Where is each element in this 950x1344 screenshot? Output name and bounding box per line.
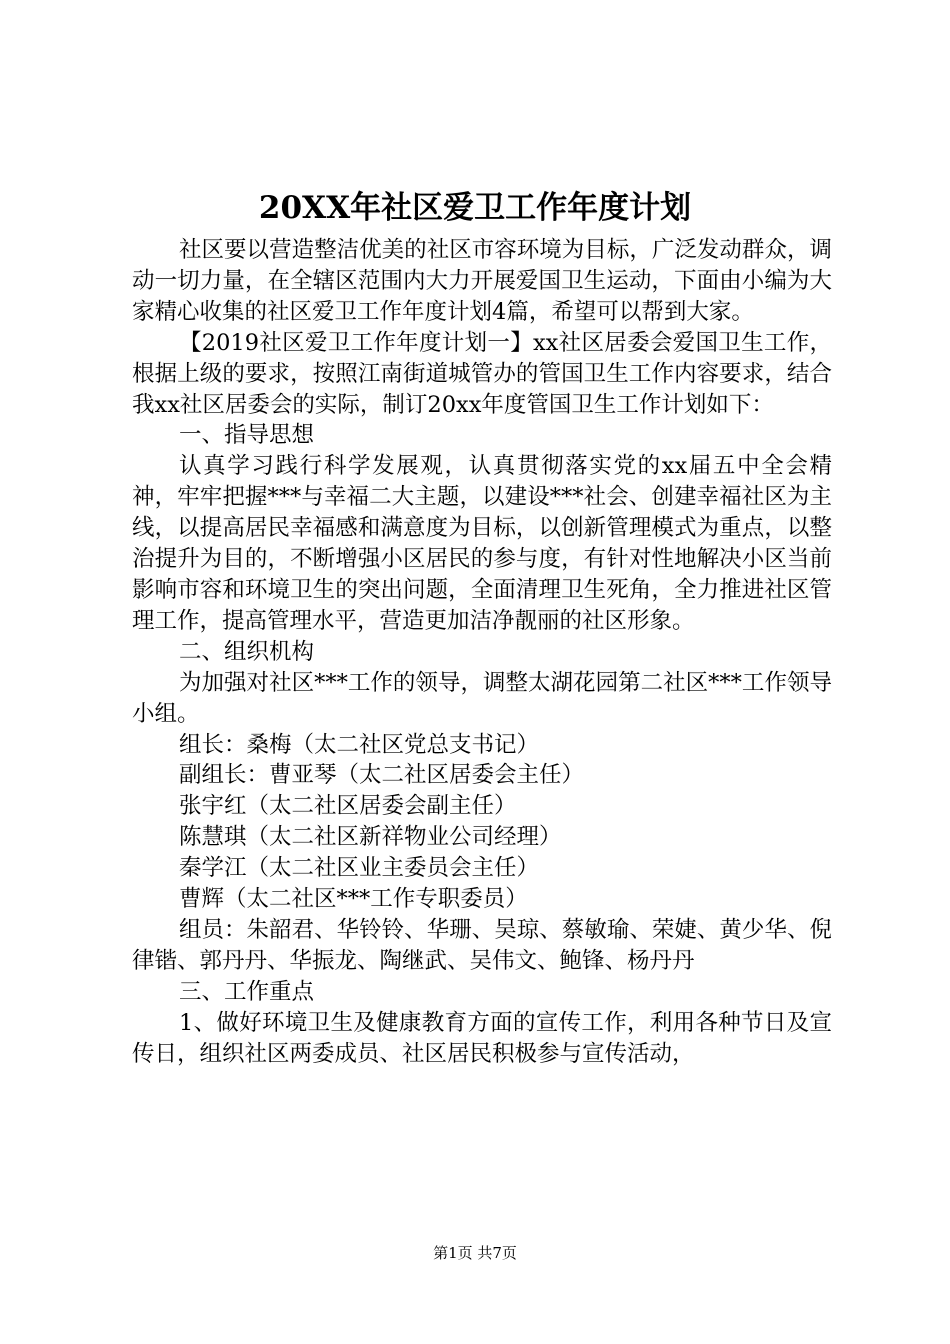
paragraph: 认真学习践行科学发展观，认真贯彻落实党的xx届五中全会精神，牢牢把握***与幸福二大主题，以建设***社会、创建幸福社区为主线，以提高居民幸福感和满意度为目标，以创新管理模式为重点，以整治提升为目的，不断增强小区居民的参与度，有针对性地解决小区当前影响市容和环境卫生的突出问题，全面清理卫生死角，全力推进社区管理工作，提高管理水平，营造更加洁净靓丽的社区形象。 [132,453,832,634]
member-line: 曹辉（太二社区***工作专职委员） [179,886,528,913]
member-line: 秦学江（太二社区业主委员会主任） [179,855,540,882]
member-line: 组长：桑梅（太二社区党总支书记） [179,731,540,758]
section-heading: 三、工作重点 [179,978,315,1005]
member-line: 副组长：曹亚琴（太二社区居委会主任） [179,762,585,789]
paragraph: 【2019社区爱卫工作年度计划一】xx社区居委会爱国卫生工作，根据上级的要求，按照江南街道城管办的管国卫生工作内容要求，结合我xx社区居委会的实际，制订20xx年度管国卫生工作计划如下： [132,329,832,418]
member-list: 组员：朱韶君、华铃铃、华珊、吴琼、蔡敏瑜、荣婕、黄少华、倪律锴、郭丹丹、华振龙、陶继武、吴伟文、鲍锋、杨丹丹 [132,916,832,974]
member-line: 陈慧琪（太二社区新祥物业公司经理） [179,824,562,851]
section-heading: 二、组织机构 [179,638,315,665]
paragraph: 社区要以营造整洁优美的社区市容环境为目标，广泛发动群众，调动一切力量，在全辖区范围内大力开展爱国卫生运动，下面由小编为大家精心收集的社区爱卫工作年度计划4篇，希望可以帮到大家。 [132,237,832,325]
page-number: 第1页 共7页 [433,1244,517,1262]
document-body [132,235,832,1069]
member-line: 张宇红（太二社区居委会副主任） [179,793,517,820]
document-title: 20XX年社区爱卫工作年度计划 [258,190,692,226]
paragraph: 1、做好环境卫生及健康教育方面的宣传工作，利用各种节日及宣传日，组织社区两委成员、社区居民积极参与宣传活动， [132,1009,832,1067]
paragraph: 为加强对社区***工作的领导，调整太湖花园第二社区***工作领导小组。 [132,669,832,727]
section-heading: 一、指导思想 [179,422,315,449]
